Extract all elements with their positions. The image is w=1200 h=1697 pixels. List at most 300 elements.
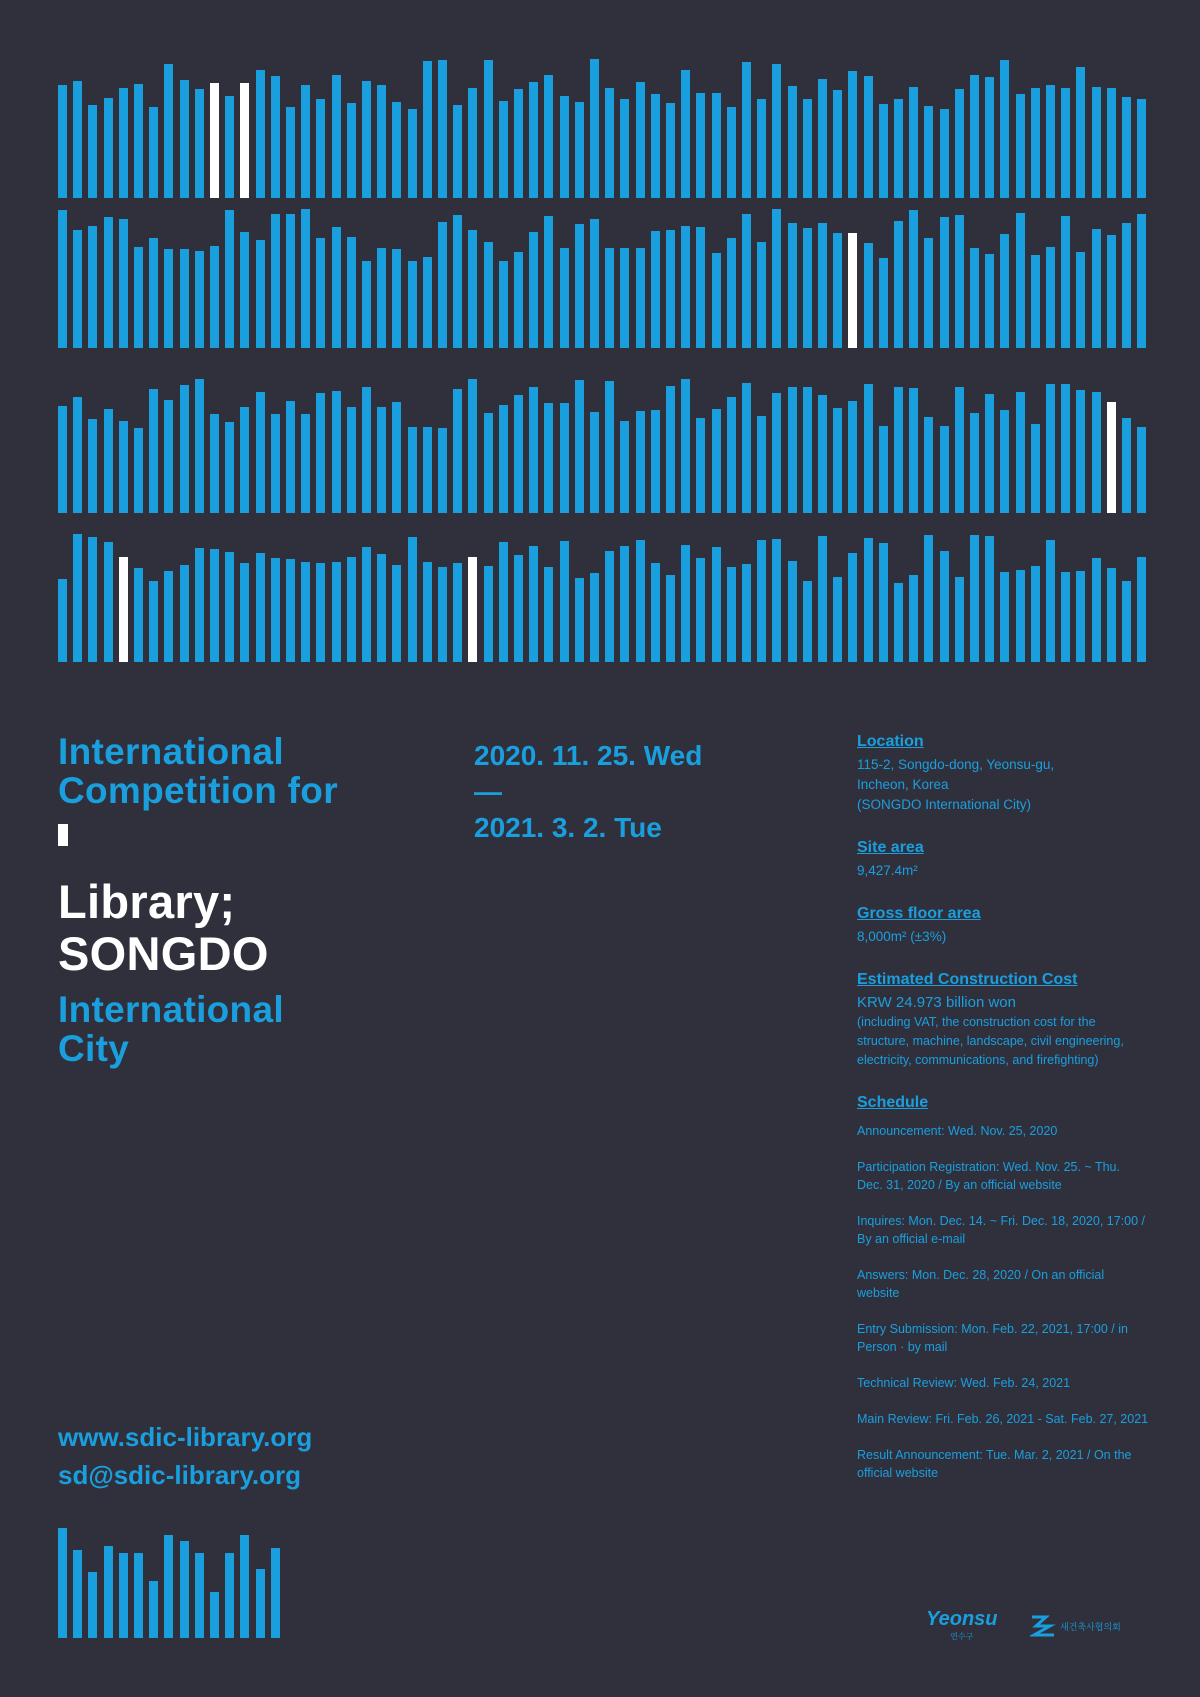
- decorative-bar: [1092, 558, 1101, 662]
- schedule-item: Entry Submission: Mon. Feb. 22, 2021, 17:00 / in Person · by mail: [857, 1322, 1128, 1354]
- decorative-bar: [1016, 570, 1025, 662]
- decorative-bar: [818, 536, 827, 662]
- decorative-bar: [560, 541, 569, 662]
- decorative-bar: [666, 575, 675, 662]
- decorative-bar: [970, 535, 979, 662]
- decorative-bar: [347, 557, 356, 662]
- decorative-bar: [772, 539, 781, 662]
- decorative-bar: [134, 1553, 143, 1638]
- decorative-bar: [408, 109, 417, 198]
- decorative-bar: [1061, 384, 1070, 513]
- bar-row-1: [58, 58, 1144, 198]
- decorative-bar: [529, 546, 538, 662]
- decorative-bar: [225, 210, 234, 348]
- decorative-bar: [742, 383, 751, 513]
- decorative-bar: [651, 563, 660, 662]
- decorative-bar: [240, 1535, 249, 1638]
- decorative-bar: [134, 428, 143, 513]
- location-line-3: (SONGDO International City): [857, 797, 1032, 812]
- decorative-bar: [316, 238, 325, 348]
- decorative-bar: [271, 214, 280, 349]
- decorative-bar: [605, 551, 614, 662]
- decorative-bar: [438, 60, 447, 198]
- decorative-bar: [575, 224, 584, 348]
- decorative-bar: [1076, 571, 1085, 662]
- decorative-bar: [392, 402, 401, 513]
- decorative-bar: [73, 397, 82, 513]
- decorative-bar: [1122, 223, 1131, 348]
- decorative-bar: [833, 408, 842, 513]
- site-area-value: 9,427.4m²: [857, 863, 918, 878]
- kia-logo-sub: 새건축사협의회: [1060, 1621, 1121, 1632]
- decorative-bar: [468, 379, 477, 513]
- decorative-bar: [377, 407, 386, 513]
- decorative-bar: [1016, 94, 1025, 198]
- decorative-bar: [803, 387, 812, 513]
- decorative-bar: [438, 428, 447, 513]
- gross-floor-area-heading: Gross floor area: [857, 905, 981, 922]
- decorative-bar: [1016, 392, 1025, 513]
- decorative-bar: [195, 379, 204, 513]
- decorative-bar: [651, 231, 660, 348]
- decorative-bar: [164, 64, 173, 198]
- decorative-bar: [1031, 566, 1040, 662]
- decorative-bar: [286, 559, 295, 662]
- decorative-bar: [727, 397, 736, 513]
- decorative-bar: [316, 563, 325, 662]
- location-line-1: 115-2, Songdo-dong, Yeonsu-gu,: [857, 757, 1055, 772]
- decorative-bar: [392, 102, 401, 198]
- decorative-bar: [195, 548, 204, 662]
- decorative-bar: [164, 1535, 173, 1638]
- decorative-bar: [879, 426, 888, 513]
- decorative-bar: [316, 393, 325, 513]
- decorative-bar: [985, 394, 994, 513]
- decorative-bar: [271, 414, 280, 513]
- decorative-bar: [362, 261, 371, 348]
- yeonsu-logo-sub: 연수구: [950, 1632, 974, 1641]
- decorative-bar: [909, 87, 918, 198]
- decorative-bar: [453, 563, 462, 662]
- decorative-bar: [894, 387, 903, 513]
- decorative-bar: [332, 391, 341, 513]
- decorative-bar: [955, 577, 964, 662]
- decorative-bar: [833, 577, 842, 662]
- decorative-bar: [514, 555, 523, 662]
- decorative-bar: [955, 215, 964, 348]
- decorative-bar: [1031, 88, 1040, 198]
- decorative-bar: [894, 99, 903, 198]
- decorative-bar: [666, 386, 675, 513]
- decorative-bar: [423, 427, 432, 513]
- decorative-bar: [955, 89, 964, 198]
- decorative-bar: [377, 554, 386, 662]
- decorative-bar: [195, 251, 204, 348]
- decorative-bar: [696, 558, 705, 662]
- decorative-bar: [195, 89, 204, 198]
- decorative-bar: [58, 579, 67, 663]
- title-line-4: SONGDO: [58, 927, 269, 980]
- decorative-bar: [666, 103, 675, 198]
- schedule-item: Inquires: Mon. Dec. 14. ~ Fri. Dec. 18, 2020, 17:00 / By an official e-mail: [857, 1214, 1146, 1246]
- decorative-bar: [560, 96, 569, 198]
- decorative-bar: [271, 76, 280, 198]
- decorative-bar: [909, 210, 918, 348]
- decorative-bar: [408, 261, 417, 348]
- bar-row-3: [58, 378, 1144, 513]
- decorative-bar: [712, 93, 721, 198]
- bar-row-2: [58, 208, 1144, 348]
- decorative-bar: [256, 392, 265, 513]
- decorative-bar: [468, 88, 477, 198]
- decorative-bar: [134, 84, 143, 198]
- decorative-bar: [286, 214, 295, 348]
- decorative-bar: [681, 545, 690, 662]
- decorative-bar: [970, 413, 979, 513]
- decorative-bar: [529, 232, 538, 348]
- decorative-bar: [362, 547, 371, 662]
- decorative-bar: [772, 209, 781, 348]
- decorative-bar: [271, 558, 280, 662]
- decorative-bar: [88, 105, 97, 198]
- decorative-bar: [514, 89, 523, 198]
- decorative-bar: [423, 257, 432, 348]
- decorative-bar: [590, 573, 599, 662]
- decorative-bar: [605, 248, 614, 348]
- decorative-bar: [818, 395, 827, 513]
- decorative-bar: [803, 228, 812, 348]
- decorative-bar: [347, 407, 356, 513]
- decorative-bar: [894, 221, 903, 348]
- schedule-item: Participation Registration: Wed. Nov. 25. ~ Thu. Dec. 31, 2020 / By an official website: [857, 1160, 1120, 1192]
- decorative-bar: [392, 249, 401, 348]
- decorative-bar: [833, 90, 842, 198]
- decorative-bar: [575, 578, 584, 662]
- decorative-bar: [180, 385, 189, 513]
- decorative-bar: [590, 412, 599, 513]
- decorative-bar: [301, 209, 310, 348]
- decorative-bar: [164, 571, 173, 662]
- decorative-bar: [879, 543, 888, 663]
- email-link[interactable]: sd@sdic-library.org: [58, 1460, 302, 1490]
- decorative-bar: [848, 71, 857, 198]
- decorative-bar: [620, 546, 629, 662]
- decorative-bar: [681, 70, 690, 198]
- decorative-bar: [1061, 88, 1070, 198]
- decorative-bar: [1000, 410, 1009, 513]
- decorative-bar: [149, 1581, 158, 1638]
- decorative-bar: [104, 542, 113, 662]
- decorative-bar: [438, 222, 447, 348]
- site-area-heading: Site area: [857, 839, 924, 856]
- decorative-bar: [924, 417, 933, 513]
- decorative-bar: [88, 226, 97, 348]
- title-line-2: Competition for: [58, 770, 338, 811]
- decorative-bar: [453, 389, 462, 513]
- decorative-bar: [240, 407, 249, 513]
- decorative-bar: [195, 1553, 204, 1638]
- schedule-item: Result Announcement: Tue. Mar. 2, 2021 / On the official website: [857, 1448, 1132, 1480]
- decorative-bar: [1000, 572, 1009, 662]
- decorative-bar: [408, 427, 417, 513]
- decorative-bar: [392, 565, 401, 662]
- start-date: 2020. 11. 25. Wed: [474, 740, 703, 771]
- decorative-bar: [1046, 384, 1055, 513]
- decorative-bar: [970, 75, 979, 198]
- decorative-bar: [104, 1546, 113, 1638]
- decorative-bar: [864, 76, 873, 198]
- decorative-bar: [210, 414, 219, 513]
- decorative-bar: [636, 411, 645, 513]
- decorative-bar: [712, 409, 721, 513]
- decorative-bar: [742, 62, 751, 198]
- decorative-bar: [332, 227, 341, 348]
- decorative-bar: [788, 223, 797, 348]
- decorative-bar: [225, 1553, 234, 1638]
- decorative-bar: [256, 70, 265, 198]
- decorative-bar: [803, 99, 812, 198]
- decorative-bar: [484, 60, 493, 198]
- schedule-item: Announcement: Wed. Nov. 25, 2020: [857, 1124, 1058, 1138]
- decorative-bar: [225, 96, 234, 198]
- decorative-bar: [864, 538, 873, 662]
- decorative-bar: [772, 393, 781, 514]
- decorative-bar: [332, 75, 341, 198]
- decorative-bar: [499, 542, 508, 662]
- decorative-bar: [757, 99, 766, 198]
- decorative-bar: [575, 380, 584, 513]
- decorative-bar: [468, 230, 477, 348]
- cost-body: [857, 993, 1149, 1070]
- decorative-bar: [742, 564, 751, 662]
- decorative-bar: [894, 583, 903, 662]
- decorative-bar: [240, 232, 249, 348]
- decorative-bar: [864, 243, 873, 348]
- decorative-bar: [788, 561, 797, 662]
- location-body: [857, 755, 1149, 815]
- decorative-bar: [757, 416, 766, 513]
- decorative-bar: [696, 418, 705, 513]
- title-line-5: International: [58, 989, 284, 1030]
- decorative-bar: [1061, 216, 1070, 348]
- decorative-bar: [727, 107, 736, 198]
- decorative-bar: [1107, 88, 1116, 198]
- decorative-bar: [256, 240, 265, 348]
- decorative-bar: [58, 406, 67, 513]
- cursor-mark: [58, 824, 68, 846]
- decorative-bar: [499, 405, 508, 513]
- decorative-bar: [164, 249, 173, 348]
- decorative-bar: [180, 80, 189, 198]
- decorative-bar: [73, 1550, 82, 1638]
- decorative-bar: [1137, 557, 1146, 662]
- decorative-bar: [134, 568, 143, 662]
- decorative-bar: [848, 553, 857, 662]
- title-line-6: City: [58, 1028, 130, 1069]
- decorative-bar: [605, 88, 614, 199]
- decorative-bar: [225, 552, 234, 662]
- decorative-bar: [757, 540, 766, 663]
- location-heading: Location: [857, 733, 924, 750]
- decorative-bar: [119, 557, 128, 662]
- decorative-bar: [438, 567, 447, 662]
- title-block: [58, 732, 438, 1068]
- decorative-bar: [256, 553, 265, 662]
- decorative-bar: [788, 86, 797, 198]
- decorative-bar: [985, 254, 994, 348]
- decorative-bar: [332, 562, 341, 662]
- decorative-bar: [940, 217, 949, 348]
- decorative-bar: [818, 223, 827, 348]
- decorative-bar: [940, 109, 949, 198]
- decorative-bar: [924, 106, 933, 198]
- decorative-bar: [605, 381, 614, 513]
- kia-logo: [1030, 1608, 1121, 1644]
- decorative-bar: [1122, 581, 1131, 662]
- decorative-bar: [1031, 255, 1040, 348]
- decorative-bar: [73, 534, 82, 662]
- decorative-bar: [514, 395, 523, 513]
- decorative-bar: [803, 581, 812, 662]
- decorative-bar: [484, 242, 493, 348]
- decorative-bar: [1107, 235, 1116, 348]
- decorative-bar: [1137, 99, 1146, 198]
- decorative-bar: [499, 261, 508, 349]
- decorative-bar: [514, 252, 523, 348]
- end-date: 2021. 3. 2. Tue: [474, 812, 662, 843]
- decorative-bar: [1031, 424, 1040, 513]
- decorative-bar: [529, 82, 538, 198]
- decorative-bar: [651, 410, 660, 513]
- decorative-bar: [301, 414, 310, 513]
- cost-value: KRW 24.973 billion won: [857, 994, 1016, 1011]
- decorative-bar: [119, 1553, 128, 1638]
- contact-block: [58, 1418, 312, 1494]
- decorative-bar: [149, 389, 158, 513]
- decorative-bar: [210, 549, 219, 662]
- decorative-bar: [529, 387, 538, 513]
- decorative-bar: [149, 238, 158, 348]
- decorative-bar: [271, 1548, 280, 1638]
- decorative-bar: [909, 575, 918, 662]
- decorative-bar: [119, 219, 128, 348]
- decorative-bar: [544, 403, 553, 513]
- decorative-bar: [833, 233, 842, 348]
- decorative-bar: [727, 238, 736, 348]
- decorative-bar: [316, 99, 325, 198]
- decorative-bar: [560, 403, 569, 513]
- decorative-bar: [651, 94, 660, 198]
- decorative-bar: [1046, 247, 1055, 348]
- schedule-item: Technical Review: Wed. Feb. 24, 2021: [857, 1376, 1071, 1390]
- decorative-bar: [848, 233, 857, 348]
- decorative-bar: [301, 85, 310, 198]
- decorative-bar: [362, 81, 371, 198]
- bar-row-4: [58, 534, 1144, 662]
- decorative-bar: [210, 1592, 219, 1638]
- decorative-bar: [225, 422, 234, 513]
- bar-row-bottom: [58, 1528, 288, 1638]
- decorative-bar: [180, 249, 189, 348]
- decorative-bar: [347, 237, 356, 348]
- yeonsu-logo-text: Yeonsu: [926, 1608, 998, 1630]
- decorative-bar: [1061, 572, 1070, 662]
- decorative-bar: [423, 61, 432, 198]
- decorative-bar: [73, 81, 82, 198]
- gross-floor-area-value: 8,000m² (±3%): [857, 929, 947, 944]
- decorative-bar: [119, 88, 128, 198]
- decorative-bar: [210, 83, 219, 198]
- schedule-item: Answers: Mon. Dec. 28, 2020 / On an official website: [857, 1268, 1105, 1300]
- decorative-bar: [484, 413, 493, 513]
- decorative-bar: [544, 567, 553, 662]
- schedule-list: [857, 1122, 1149, 1482]
- decorative-bar: [1076, 390, 1085, 513]
- decorative-bar: [560, 248, 569, 348]
- decorative-bar: [696, 93, 705, 199]
- location-line-2: Incheon, Korea: [857, 777, 949, 792]
- decorative-bar: [104, 98, 113, 198]
- decorative-bar: [58, 85, 67, 198]
- decorative-bar: [864, 384, 873, 513]
- decorative-bar: [484, 566, 493, 662]
- decorative-bar: [286, 401, 295, 513]
- decorative-bar: [286, 107, 295, 198]
- decorative-bar: [149, 107, 158, 198]
- decorative-bar: [180, 565, 189, 662]
- title-line-1: International: [58, 731, 284, 772]
- decorative-bar: [1000, 234, 1009, 348]
- decorative-bar: [468, 557, 477, 662]
- decorative-bar: [1046, 540, 1055, 662]
- kia-emblem-icon: [1030, 1614, 1056, 1638]
- decorative-bar: [985, 536, 994, 662]
- decorative-bar: [1076, 252, 1085, 348]
- decorative-bar: [104, 217, 113, 348]
- decorative-bar: [1046, 85, 1055, 198]
- decorative-bar: [742, 214, 751, 348]
- website-link[interactable]: www.sdic-library.org: [58, 1422, 313, 1452]
- decorative-bar: [362, 387, 371, 513]
- decorative-bar: [58, 210, 67, 348]
- decorative-bar: [620, 248, 629, 348]
- decorative-bar: [1137, 427, 1146, 513]
- decorative-bar: [240, 83, 249, 198]
- decorative-bar: [1016, 213, 1025, 348]
- decorative-bar: [955, 387, 964, 513]
- decorative-bar: [240, 563, 249, 662]
- decorative-bar: [848, 401, 857, 513]
- decorative-bar: [1076, 67, 1085, 198]
- decorative-bar: [879, 104, 888, 198]
- decorative-bar: [712, 547, 721, 662]
- decorative-bar: [940, 551, 949, 662]
- decorative-bar: [453, 105, 462, 198]
- decorative-bar: [757, 242, 766, 348]
- decorative-bar: [1092, 229, 1101, 348]
- decorative-bar: [727, 567, 736, 662]
- decorative-bar: [636, 540, 645, 662]
- decorative-bar: [575, 102, 584, 198]
- decorative-bar: [1092, 392, 1101, 513]
- decorative-bar: [590, 219, 599, 348]
- decorative-bar: [909, 388, 918, 513]
- decorative-bar: [88, 1572, 97, 1638]
- decorative-bar: [666, 230, 675, 348]
- cost-heading: Estimated Construction Cost: [857, 971, 1078, 988]
- decorative-bar: [544, 75, 553, 198]
- decorative-bar: [423, 562, 432, 662]
